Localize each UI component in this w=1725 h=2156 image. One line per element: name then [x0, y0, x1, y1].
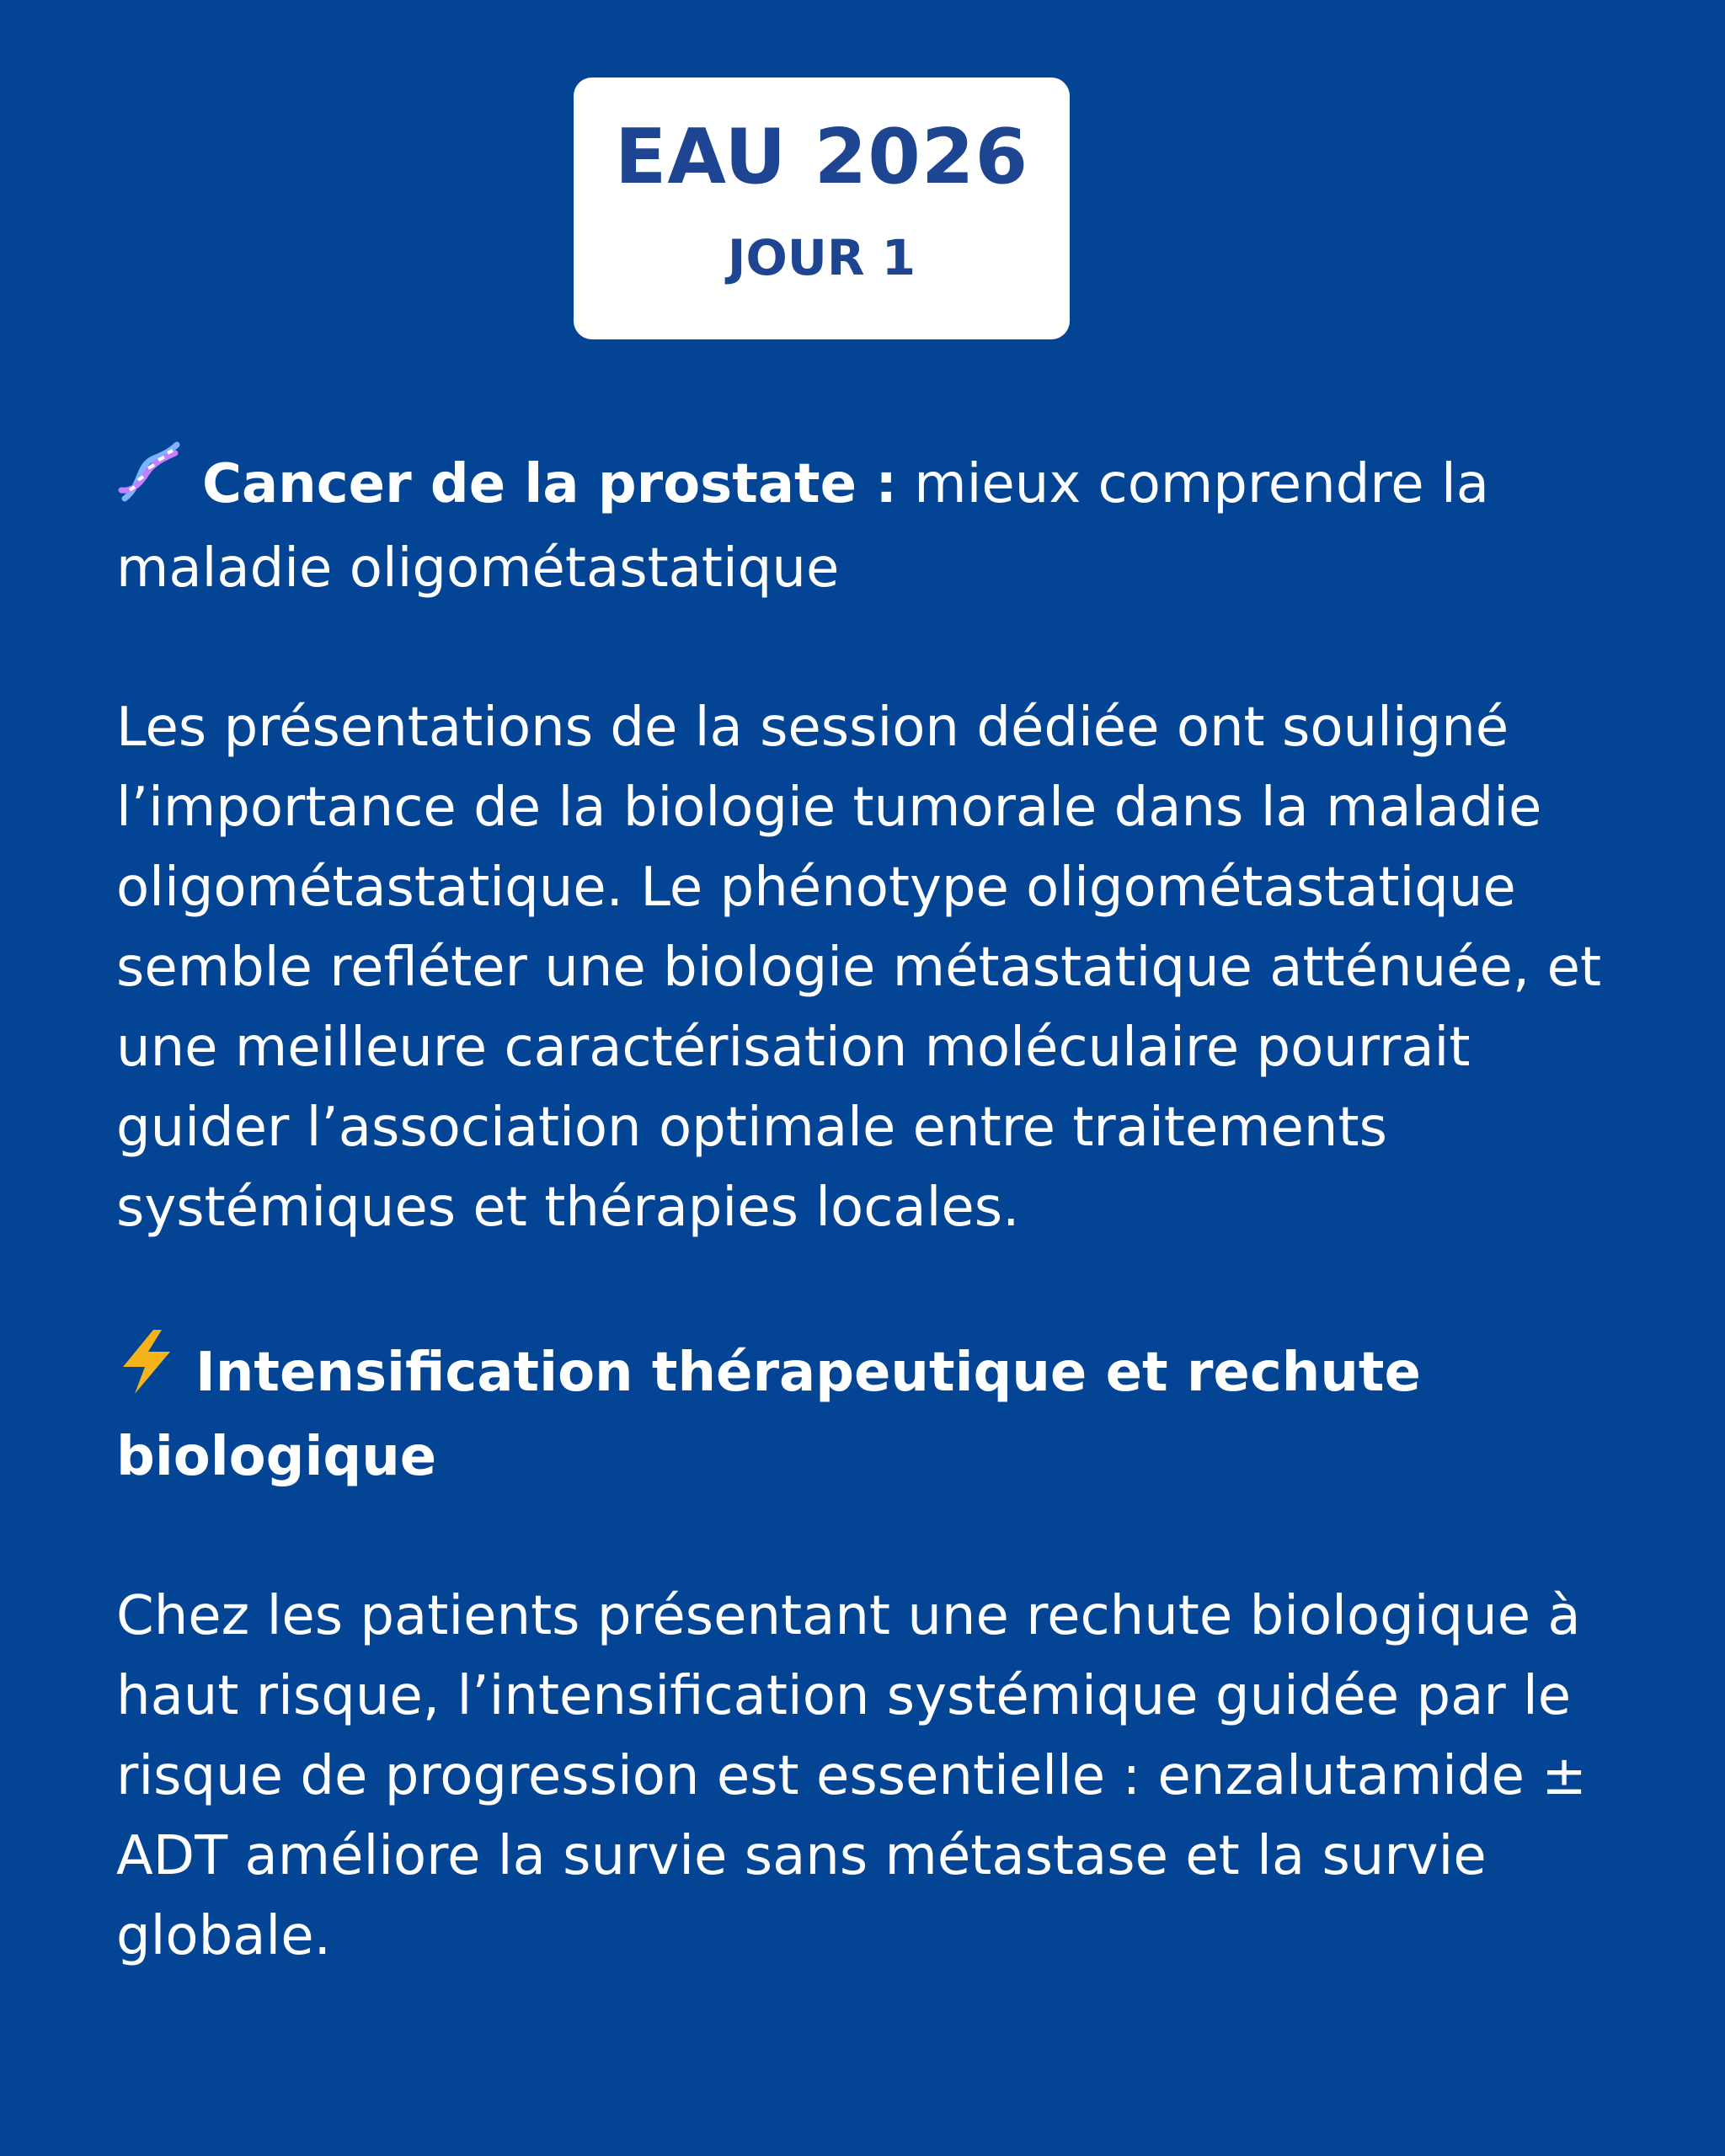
section-2-heading: [116, 1328, 1616, 1497]
section-2-body: Chez les patients présentant une rechute biologique à haut risque, l’intensification systémique guidée par le risque de progression est essentielle : enzalutamide ± ADT améliore la survie sans métastase et la survie globale.: [116, 1585, 1587, 1967]
section-1-title-rest: mieux comprendre la maladie oligométastatique: [116, 453, 1489, 600]
section-2-title: Intensification thérapeutique et rechute biologique: [116, 1342, 1421, 1488]
section-1-heading: [116, 440, 1616, 608]
dna-icon: [116, 440, 184, 529]
header-title: EAU 2026: [614, 113, 1029, 201]
content: [116, 440, 1616, 1977]
header-card: [574, 77, 1070, 339]
section-1-body: Les présentations de la session dédiée ont souligné l’importance de la biologie tumorale dans la maladie oligométastatique. Le phénotype oligométastatique semble refléter une biologie métastatique atténuée, et une meilleure caractérisation moléculaire pourrait guider l’association optimale entre traitements systémiques et thérapies locales.: [116, 696, 1602, 1239]
lightning-icon: [116, 1328, 177, 1417]
section-1-title: Cancer de la prostate :: [202, 453, 897, 515]
header-subtitle: JOUR 1: [727, 229, 916, 286]
